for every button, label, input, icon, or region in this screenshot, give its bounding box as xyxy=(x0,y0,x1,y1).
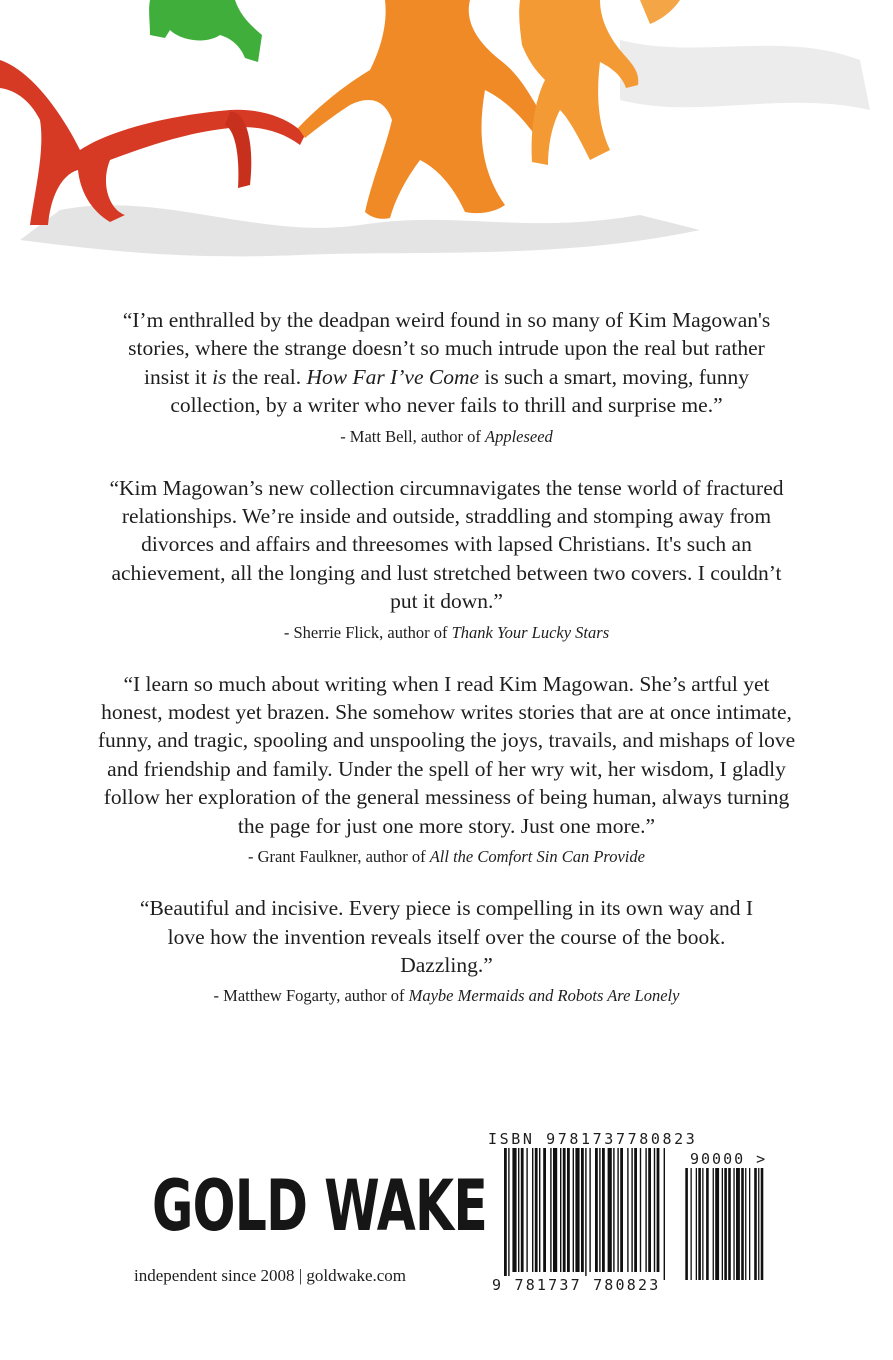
barcode-addon-bar xyxy=(736,1168,740,1280)
blurb-quote xyxy=(117,306,777,420)
barcode-bar xyxy=(573,1148,574,1272)
barcode-bar xyxy=(640,1148,641,1272)
blurbs-section xyxy=(0,306,893,1033)
barcode-addon-bar xyxy=(698,1168,701,1280)
barcode-bar xyxy=(589,1148,590,1272)
attribution-author: - Matt Bell, author of xyxy=(340,426,485,446)
barcode-bar xyxy=(613,1148,614,1272)
barcode-bar xyxy=(563,1148,566,1272)
price-code: 90000 > xyxy=(690,1150,768,1168)
blurb-attribution xyxy=(0,426,893,448)
barcode-bar xyxy=(634,1148,637,1272)
barcode-addon-bar xyxy=(685,1168,688,1280)
barcode-bar xyxy=(526,1148,527,1272)
barcode-addon-bar xyxy=(741,1168,744,1280)
attribution-title: Maybe Mermaids and Robots Are Lonely xyxy=(408,986,680,1006)
barcode-addon-bar xyxy=(691,1168,692,1280)
barcode-addon-bar xyxy=(728,1168,731,1280)
barcode-bar xyxy=(581,1148,584,1272)
barcode-addon-bar xyxy=(715,1168,719,1280)
attribution-author: - Matthew Fogarty, author of xyxy=(213,986,409,1006)
blurb-4 xyxy=(0,894,893,1007)
barcode-addon-bar xyxy=(706,1168,709,1280)
barcode-bar xyxy=(631,1148,632,1272)
quote-text: the real. xyxy=(226,364,307,389)
publisher-logo xyxy=(152,1160,488,1256)
barcode-bar xyxy=(602,1148,605,1272)
barcode-icon xyxy=(488,1148,778,1283)
barcode-bar xyxy=(553,1148,557,1272)
blurb-2 xyxy=(0,474,893,644)
attribution-author: - Grant Faulkner, author of xyxy=(248,847,430,867)
barcode-bar xyxy=(608,1148,612,1272)
barcode-bar xyxy=(535,1148,538,1272)
blurb-attribution xyxy=(0,985,893,1007)
attribution-author: - Sherrie Flick, author of xyxy=(283,622,452,642)
barcode-bar xyxy=(543,1148,546,1272)
attribution-title: Thank Your Lucky Stars xyxy=(451,622,610,642)
paper-doll-chain-icon xyxy=(0,0,893,265)
barcode-digits: 9 781737 780823 xyxy=(492,1276,661,1294)
quote-text: is such a smart, moving, funny collection, by a writer who never fails to thrill and surprise me.” xyxy=(170,364,749,418)
barcode-addon-bar xyxy=(749,1168,750,1280)
blurb-quote: “I learn so much about writing when I read Kim Magowan. She’s artful yet honest, modest yet brazen. She somehow writes stories that are at once intimate, funny, and tragic, spooling and unspooling the joys, travails, and mishaps of love and friendship and family. Under the spell of her wry wit, her wisdom, I gladly follow her exploration of the general messiness of being human, always turning the page for just one more story. Just one more.” xyxy=(97,671,796,838)
barcode-bar xyxy=(521,1148,524,1272)
barcode-bar xyxy=(648,1148,651,1272)
barcode-bar xyxy=(550,1148,551,1272)
barcode-bar xyxy=(512,1148,516,1272)
barcode-bar xyxy=(518,1148,519,1272)
barcode-bar xyxy=(627,1148,628,1272)
barcode-bar xyxy=(585,1148,586,1280)
publisher-tagline: independent since 2008 | goldwake.com xyxy=(134,1266,407,1285)
barcode-addon-bar xyxy=(754,1168,757,1280)
blurb-quote: “Beautiful and incisive. Every piece is compelling in its own way and I love how the invention reveals itself over the course of the book. Dazzling.” xyxy=(139,896,754,977)
barcode-bar xyxy=(508,1148,509,1280)
barcode-bar xyxy=(567,1148,570,1272)
barcode-bar xyxy=(532,1148,533,1272)
barcode-bar xyxy=(654,1148,655,1272)
barcode-bar xyxy=(620,1148,623,1272)
barcode-addon-bar xyxy=(745,1168,746,1280)
book-title: How Far I’ve Come xyxy=(306,364,480,389)
barcode-bar xyxy=(599,1148,600,1272)
barcode-bar xyxy=(645,1148,646,1272)
quote-text: “I’m enthralled by the deadpan weird found in so many of Kim Magowan's stories, where the strange doesn’t so much intrude upon the real but rather insist it xyxy=(122,308,771,389)
barcode-bar xyxy=(657,1148,660,1272)
barcode-bar xyxy=(539,1148,540,1272)
barcode-bar xyxy=(617,1148,618,1272)
barcode-addon-bar xyxy=(761,1168,764,1280)
barcode-addon-bar xyxy=(713,1168,714,1280)
barcode-addon-bar xyxy=(722,1168,723,1280)
barcode-bar xyxy=(595,1148,598,1272)
blurb-attribution xyxy=(0,846,893,868)
blurb-3 xyxy=(0,670,893,868)
blurb-attribution xyxy=(0,622,893,644)
attribution-title: Appleseed xyxy=(485,426,553,446)
barcode-bar xyxy=(575,1148,579,1272)
barcode-addon-bar xyxy=(696,1168,697,1280)
blurb-quote: “Kim Magowan’s new collection circumnavigates the tense world of fractured relationships. We’re inside and outside, straddling and stomping away from divorces and affairs and threesomes with lapsed Christians. It's such an achievement, all the longing and lust stretched between two covers. I couldn’t put it down.” xyxy=(109,475,784,614)
attribution-title: All the Comfort Sin Can Provide xyxy=(429,847,645,867)
barcode-addon-bar xyxy=(702,1168,703,1280)
barcode-addon-bar xyxy=(733,1168,734,1280)
barcode-bar xyxy=(504,1148,507,1280)
barcode-bar xyxy=(664,1148,665,1280)
barcode-addon-bar xyxy=(758,1168,759,1280)
quote-emphasis: is xyxy=(212,364,227,389)
publisher-logo-text: GOLD WAKE xyxy=(152,1165,488,1247)
barcode-addon-bar xyxy=(724,1168,727,1280)
barcode-bar xyxy=(560,1148,561,1272)
isbn-label: ISBN 9781737780823 xyxy=(488,1130,698,1148)
blurb-1 xyxy=(0,306,893,448)
